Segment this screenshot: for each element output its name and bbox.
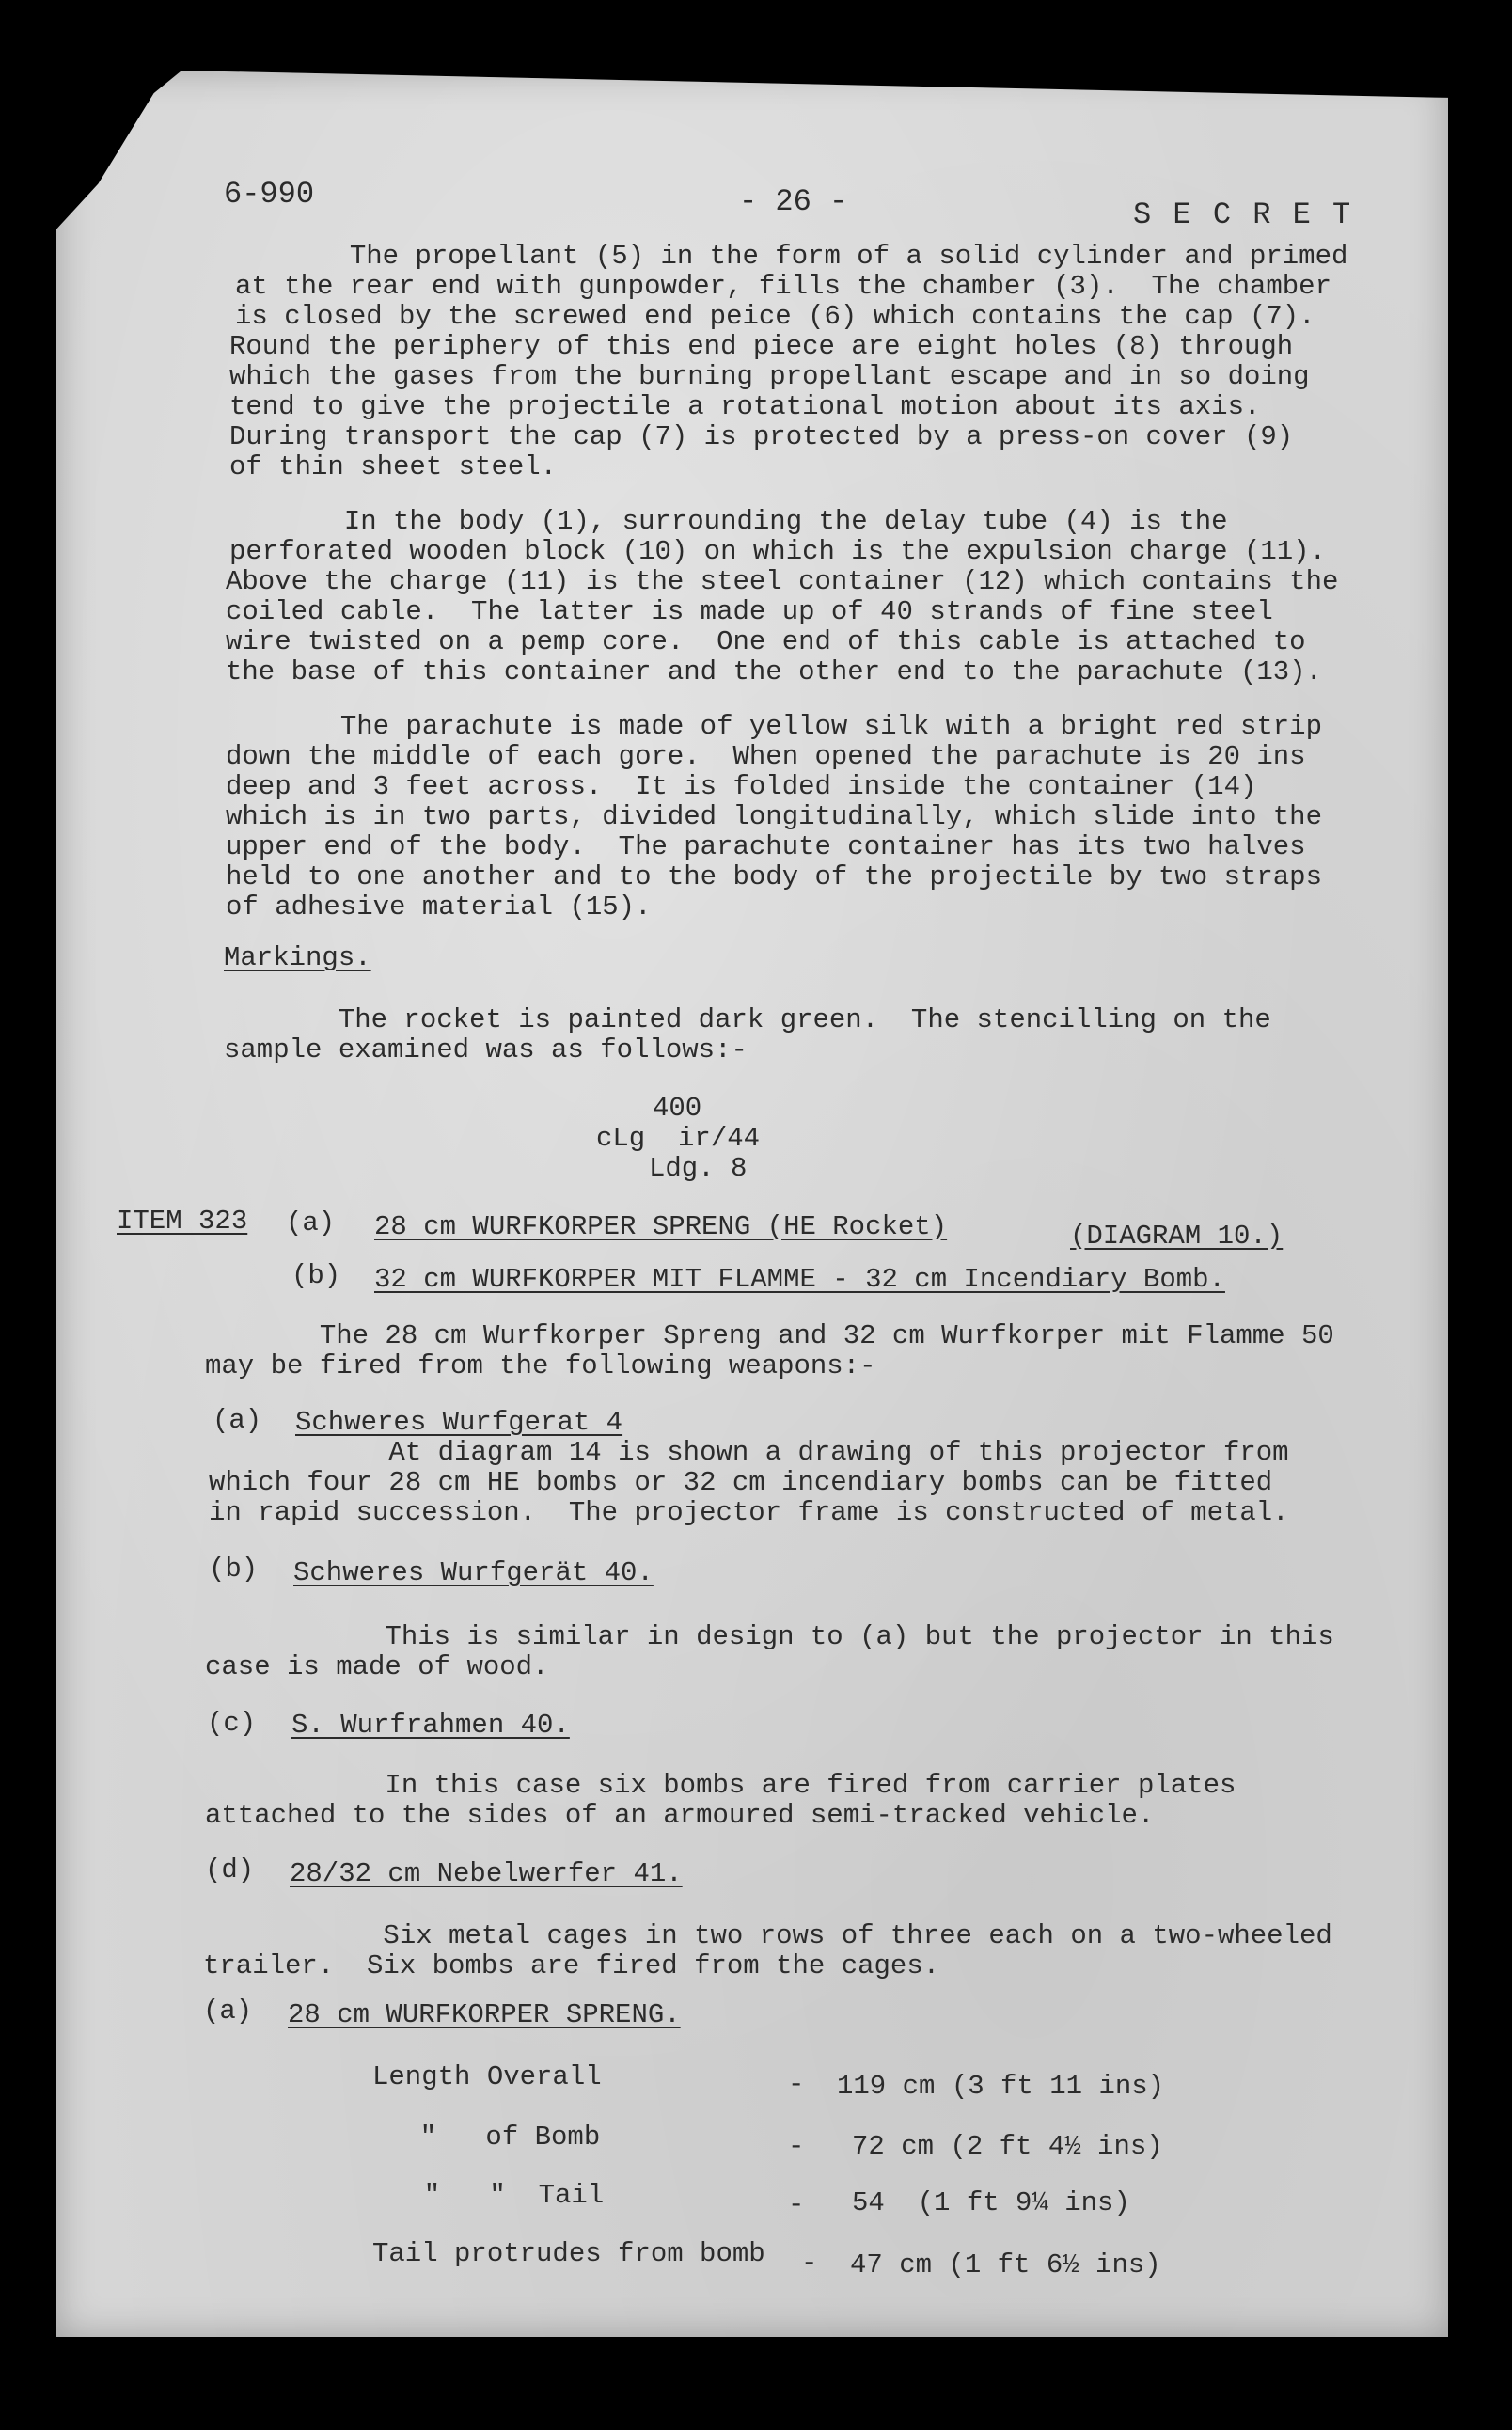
text-line: At diagram 14 is shown a drawing of this projector from (209, 1437, 1289, 1468)
spec-dash: - (788, 2131, 805, 2162)
spec-value: 54 (1 ft 9¼ ins) (852, 2187, 1130, 2218)
weapon-title: S. Wurfrahmen 40. (291, 1710, 570, 1741)
classification-marking: S E C R E T (1133, 197, 1353, 232)
spec-dash: - (801, 2248, 818, 2279)
text-line: The 28 cm Wurfkorper Spreng and 32 cm Wurfkorper mit Flamme 50 (205, 1320, 1334, 1351)
text-line: Above the charge (11) is the steel container (12) which contains the (226, 566, 1339, 597)
spec-title: 28 cm WURFKORPER SPRENG. (288, 1999, 681, 2030)
text-line: coiled cable. The latter is made up of 40 strands of fine steel (226, 596, 1273, 627)
page-number: - 26 - (739, 184, 848, 219)
text-line: deep and 3 feet across. It is folded inside the container (14) (226, 771, 1257, 802)
spec-value: 47 cm (1 ft 6½ ins) (850, 2249, 1161, 2280)
text-line: perforated wooden block (10) on which is the expulsion charge (11). (229, 536, 1326, 567)
weapon-marker: (c) (207, 1708, 257, 1739)
stencil-line: cLg ir/44 (596, 1123, 761, 1154)
text-line: in rapid succession. The projector frame is constructed of metal. (209, 1497, 1289, 1528)
weapon-marker: (b) (209, 1554, 259, 1585)
spec-label: " of Bomb (387, 2122, 601, 2153)
text-line: which is in two parts, divided longitudinally, which slide into the (226, 801, 1322, 832)
text-line: wire twisted on a pemp core. One end of this cable is attached to (226, 626, 1306, 657)
text-line: Round the periphery of this end piece are eight holes (8) through (229, 331, 1294, 362)
text-line: Six metal cages in two rows of three each on a two-wheeled (203, 1920, 1332, 1951)
text-line: tend to give the projectile a rotational motion about its axis. (229, 391, 1261, 422)
diagram-reference: (DIAGRAM 10.) (1070, 1221, 1284, 1252)
item-a-marker: (a) (286, 1207, 336, 1239)
text-line: During transport the cap (7) is protected by a press-on cover (9) (229, 421, 1294, 452)
text-line: held to one another and to the body of the projectile by two straps (226, 861, 1322, 892)
text-line: sample examined was as follows:- (224, 1034, 748, 1065)
text-line: upper end of the body. The parachute container has its two halves (226, 831, 1306, 862)
spec-label: Length Overall (372, 2061, 602, 2092)
item-b-marker: (b) (291, 1260, 341, 1291)
text-line: In this case six bombs are fired from carrier plates (205, 1770, 1236, 1801)
text-line: The parachute is made of yellow silk with a bright red strip (226, 711, 1322, 742)
spec-marker: (a) (203, 1996, 253, 2027)
weapon-title: 28/32 cm Nebelwerfer 41. (290, 1858, 683, 1889)
text-line: is closed by the screwed end peice (6) which contains the cap (7). (235, 301, 1315, 332)
stencil-line: 400 (653, 1093, 702, 1124)
text-line: of adhesive material (15). (226, 892, 652, 923)
markings-heading: Markings. (224, 942, 371, 973)
spec-label: Tail protrudes from bomb (372, 2238, 765, 2269)
document-reference: 6-990 (224, 177, 315, 212)
text-line: at the rear end with gunpowder, fills the chamber (3). The chamber (235, 271, 1331, 302)
text-line: may be fired from the following weapons:- (205, 1350, 876, 1381)
text-line: The propellant (5) in the form of a solid cylinder and primed (235, 241, 1348, 272)
item-b-title: 32 cm WURFKORPER MIT FLAMME - 32 cm Incendiary Bomb. (374, 1264, 1225, 1295)
item-a-title: 28 cm WURFKORPER SPRENG (HE Rocket) (374, 1211, 948, 1242)
text-line: which the gases from the burning propellant escape and in so doing (229, 361, 1310, 392)
weapon-title: Schweres Wurfgerat 4 (295, 1407, 623, 1438)
text-line: which four 28 cm HE bombs or 32 cm incendiary bombs can be fitted (209, 1467, 1273, 1498)
spec-label: " " Tail (391, 2180, 605, 2211)
spec-dash: - (788, 2069, 805, 2100)
text-line: In the body (1), surrounding the delay tube (4) is the (229, 506, 1228, 537)
spec-dash: - (788, 2189, 805, 2220)
item-label: ITEM 323 (117, 1206, 248, 1237)
weapon-title: Schweres Wurfgerät 40. (293, 1557, 654, 1588)
text-line: attached to the sides of an armoured semi-tracked vehicle. (205, 1800, 1155, 1831)
weapon-marker: (a) (213, 1405, 262, 1436)
text-line: down the middle of each gore. When opened the parachute is 20 ins (226, 741, 1306, 772)
text-line: The rocket is painted dark green. The stencilling on the (224, 1004, 1271, 1035)
text-line: trailer. Six bombs are fired from the cages. (203, 1950, 940, 1981)
weapon-marker: (d) (205, 1854, 255, 1886)
spec-value: 119 cm (3 ft 11 ins) (837, 2071, 1165, 2102)
text-line: case is made of wood. (205, 1651, 549, 1682)
text-line: of thin sheet steel. (229, 451, 558, 482)
spec-value: 72 cm (2 ft 4½ ins) (852, 2131, 1163, 2162)
text-line: the base of this container and the other end to the parachute (13). (226, 656, 1322, 687)
stencil-line: Ldg. 8 (649, 1153, 748, 1184)
text-line: This is similar in design to (a) but the projector in this (205, 1621, 1334, 1652)
